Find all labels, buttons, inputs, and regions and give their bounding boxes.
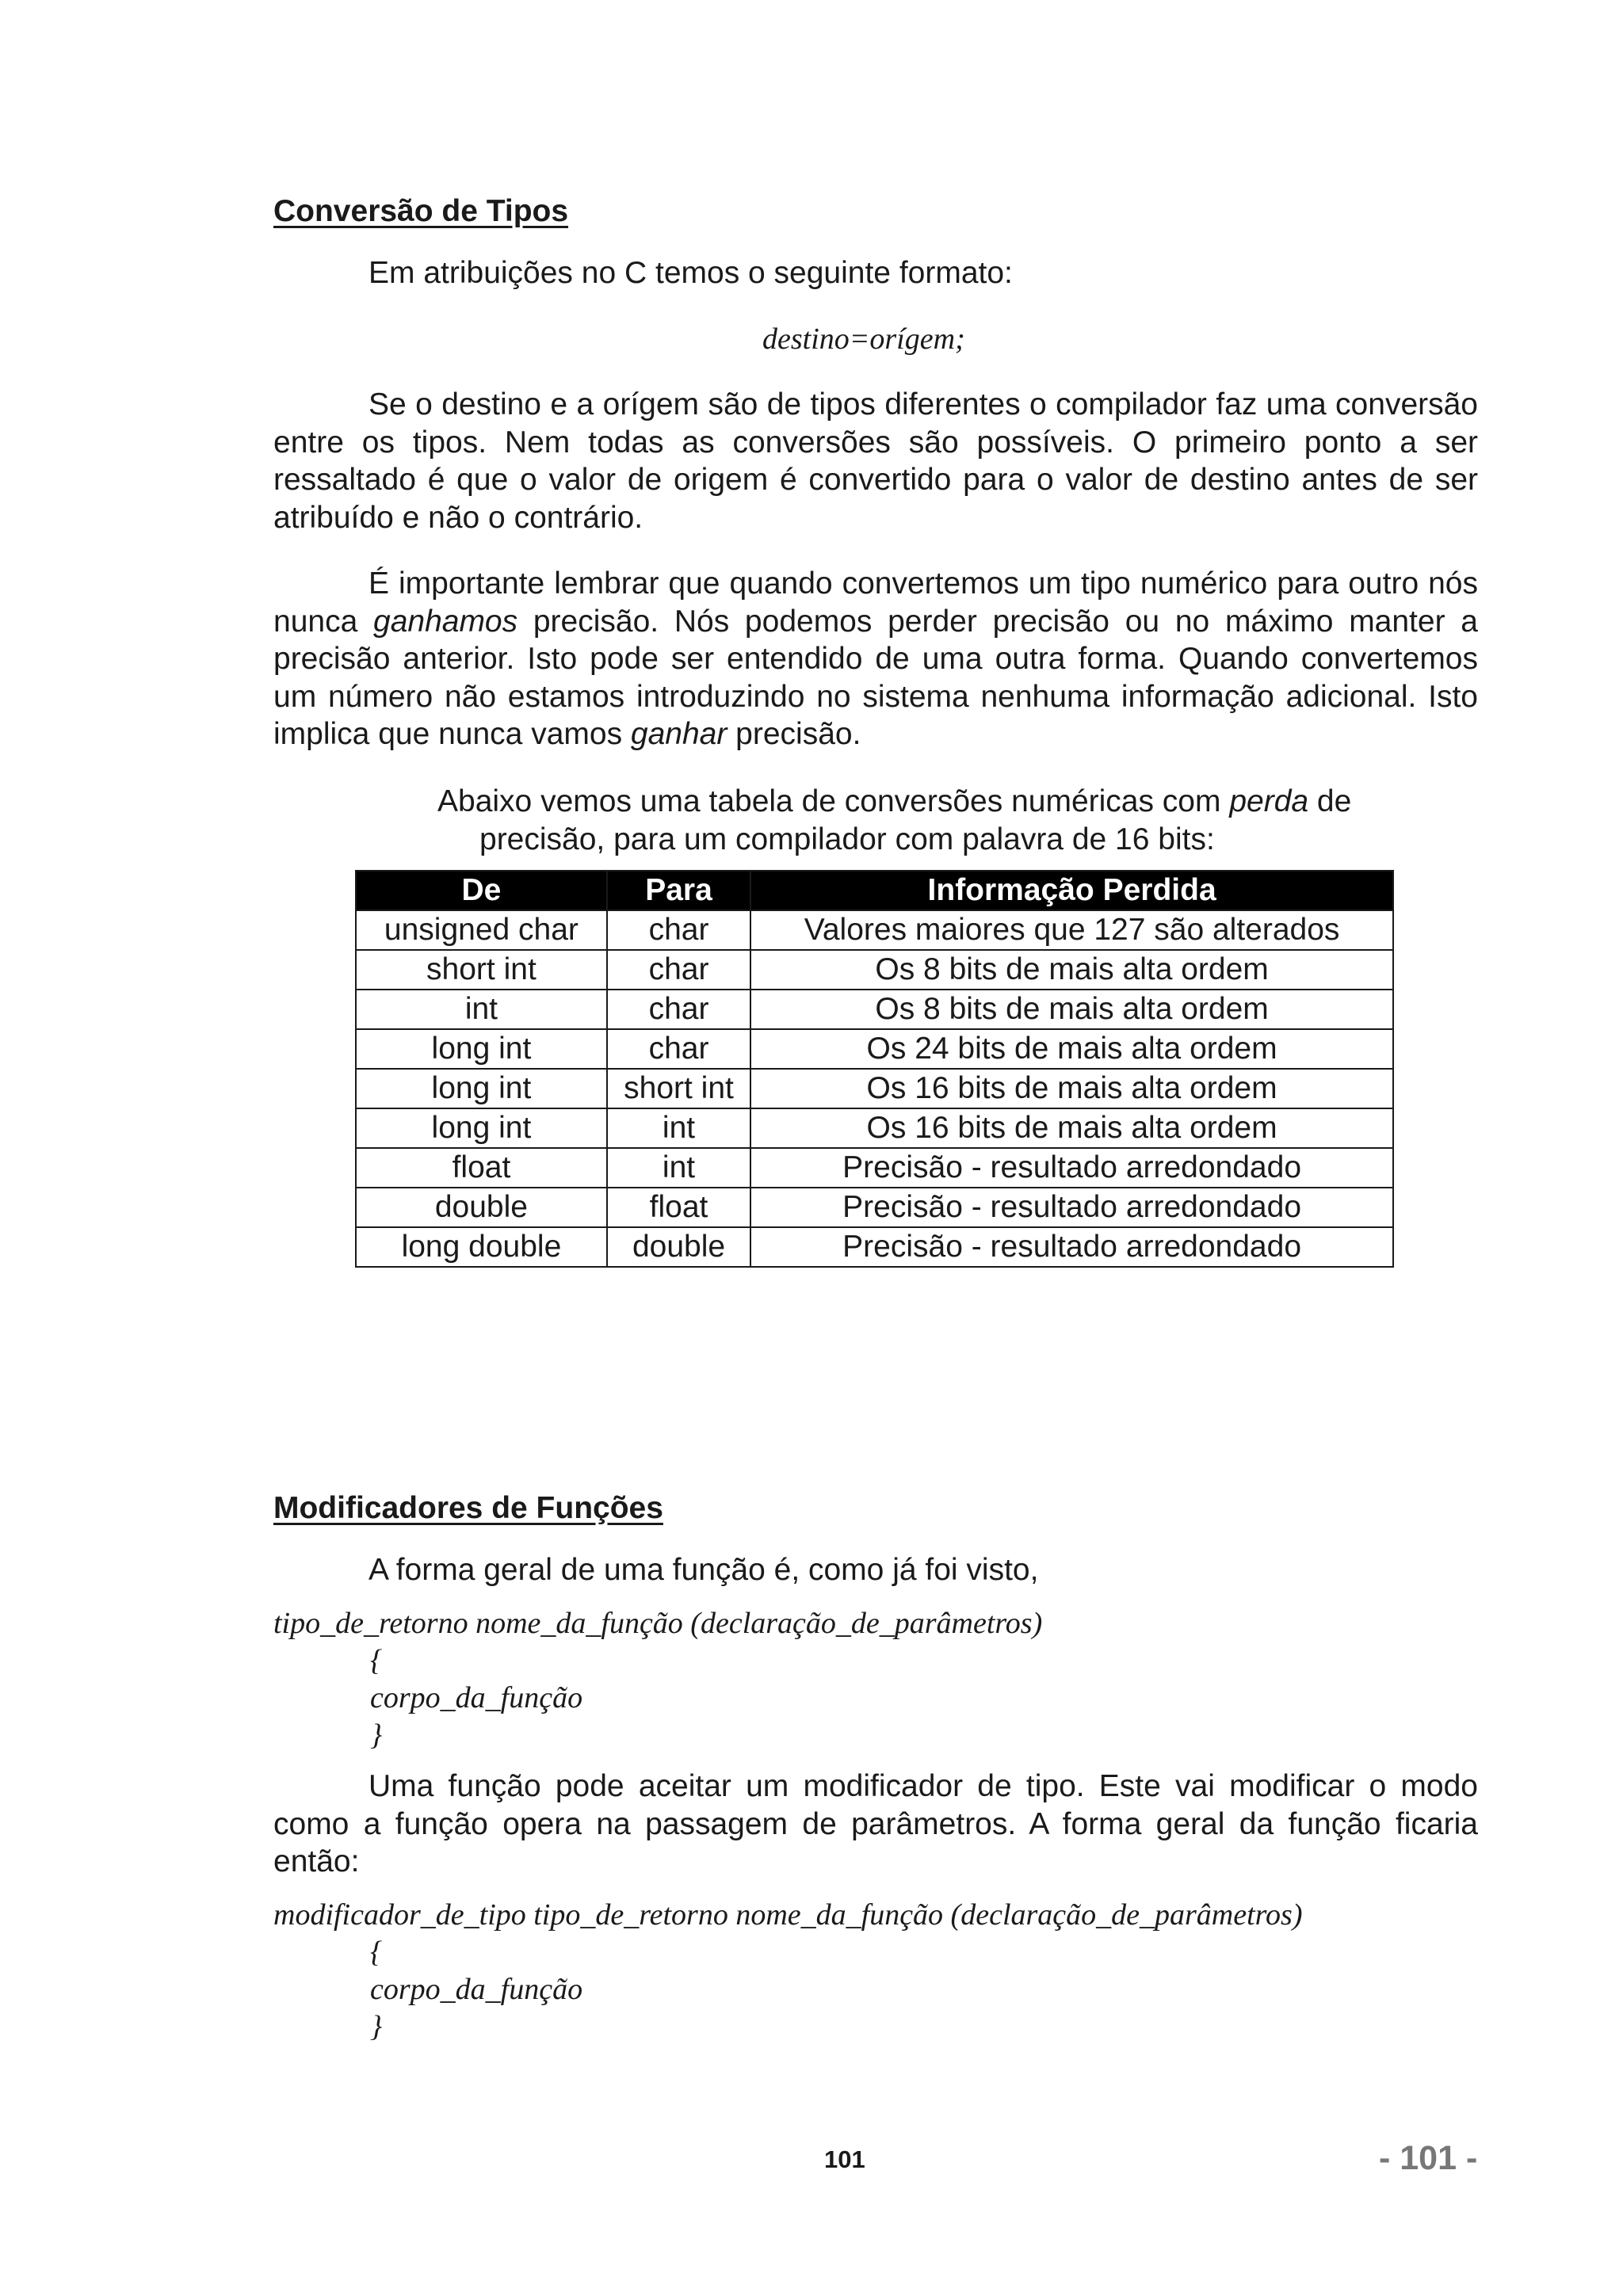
cell-de: double xyxy=(356,1188,607,1227)
cell-para: char xyxy=(607,910,750,950)
table-row xyxy=(356,1148,1393,1188)
cell-para: char xyxy=(607,990,750,1029)
cell-de: short int xyxy=(356,950,607,990)
cell-para: double xyxy=(607,1227,750,1267)
cell-info: Os 16 bits de mais alta ordem xyxy=(750,1108,1393,1148)
paragraph-precision xyxy=(273,565,1478,753)
paragraph-precision-text-c: precisão. Nós podemos perder precisão ou no máximo manter a precisão anterior. Isto pode ser entendido de uma outra forma. Quando convertemos um número não estamos introduzindo no sistema nenhuma informação adicional. Isto implica que nunca vamos xyxy=(273,604,1478,751)
code1-body: corpo_da_função xyxy=(370,1681,583,1714)
cell-de: long double xyxy=(356,1227,607,1267)
table-row xyxy=(356,1108,1393,1148)
table-row xyxy=(356,950,1393,990)
table-header-row xyxy=(356,871,1393,910)
cell-info: Os 8 bits de mais alta ordem xyxy=(750,950,1393,990)
cell-de: unsigned char xyxy=(356,910,607,950)
table-row xyxy=(356,1188,1393,1227)
paragraph-conversion xyxy=(273,386,1478,536)
function-intro-text: A forma geral de uma função é, como já foi visto, xyxy=(369,1553,1039,1587)
header-de: De xyxy=(356,871,607,910)
cell-info: Os 8 bits de mais alta ordem xyxy=(750,990,1393,1029)
cell-de: long int xyxy=(356,1029,607,1069)
emphasis-perda: perda xyxy=(1229,784,1309,818)
section-title-modificadores: Modificadores de Funções xyxy=(273,1491,663,1525)
cell-info: Os 16 bits de mais alta ordem xyxy=(750,1069,1393,1108)
code1-signature: tipo_de_retorno nome_da_função (declaração_de_parâmetros) xyxy=(273,1607,1043,1640)
paragraph-modifier-text: Uma função pode aceitar um modificador de tipo. Este vai modificar o modo como a função opera na passagem de parâmetros. A forma geral da função ficaria então: xyxy=(273,1769,1478,1878)
cell-para: int xyxy=(607,1108,750,1148)
code2-signature: modificador_de_tipo tipo_de_retorno nome_da_função (declaração_de_parâmetros) xyxy=(273,1898,1303,1932)
code2-body: corpo_da_função xyxy=(370,1973,583,2006)
paragraph-modifier xyxy=(273,1768,1478,1881)
table-caption-line1 xyxy=(437,784,1351,819)
page-number-center: 101 xyxy=(824,2145,865,2173)
cell-para: short int xyxy=(607,1069,750,1108)
cell-info: Valores maiores que 127 são alterados xyxy=(750,910,1393,950)
paragraph-precision-text-e: precisão. xyxy=(727,717,861,751)
cell-de: int xyxy=(356,990,607,1029)
cell-para: char xyxy=(607,1029,750,1069)
paragraph-conversion-text: Se o destino e a orígem são de tipos diferentes o compilador faz uma conversão entre os tipos. Nem todas as conversões são possíveis. O primeiro ponto a ser ressaltado é que o valor de origem é convertido para o valor de destino antes de ser atribuído e não o contrário. xyxy=(273,387,1478,535)
table-row xyxy=(356,1029,1393,1069)
cell-de: long int xyxy=(356,1108,607,1148)
cell-de: long int xyxy=(356,1069,607,1108)
paragraph-precision-text-a: É importante lembrar que quando convertemos um tipo numérico para outro nós nunca xyxy=(273,566,1478,639)
code1-close-brace: } xyxy=(370,1718,383,1752)
cell-info: Os 24 bits de mais alta ordem xyxy=(750,1029,1393,1069)
conversion-table xyxy=(355,870,1394,1268)
cell-para: int xyxy=(607,1148,750,1188)
table-row xyxy=(356,1069,1393,1108)
table-caption-line2: precisão, para um compilador com palavra de 16 bits: xyxy=(479,822,1215,856)
cell-info: Precisão - resultado arredondado xyxy=(750,1188,1393,1227)
cell-de: float xyxy=(356,1148,607,1188)
table-row xyxy=(356,990,1393,1029)
cell-info: Precisão - resultado arredondado xyxy=(750,1148,1393,1188)
emphasis-ganhamos: ganhamos xyxy=(373,604,518,639)
header-informacao-perdida: Informação Perdida xyxy=(750,871,1393,910)
cell-para: char xyxy=(607,950,750,990)
page-number-right: - 101 - xyxy=(1379,2139,1478,2177)
code2-open-brace: { xyxy=(370,1936,383,1969)
header-para: Para xyxy=(607,871,750,910)
cell-info: Precisão - resultado arredondado xyxy=(750,1227,1393,1267)
section-title-conversao: Conversão de Tipos xyxy=(273,194,569,228)
code1-open-brace: { xyxy=(370,1644,383,1677)
cell-para: float xyxy=(607,1188,750,1227)
table-row xyxy=(356,1227,1393,1267)
assignment-formula: destino=orígem; xyxy=(762,322,965,356)
emphasis-ganhar: ganhar xyxy=(630,717,727,751)
caption-text-a: Abaixo vemos uma tabela de conversões numéricas com xyxy=(437,784,1230,818)
code2-close-brace: } xyxy=(370,2010,383,2043)
intro-text: Em atribuições no C temos o seguinte formato: xyxy=(369,256,1013,290)
table-row xyxy=(356,910,1393,950)
caption-text-c: de xyxy=(1308,784,1352,818)
